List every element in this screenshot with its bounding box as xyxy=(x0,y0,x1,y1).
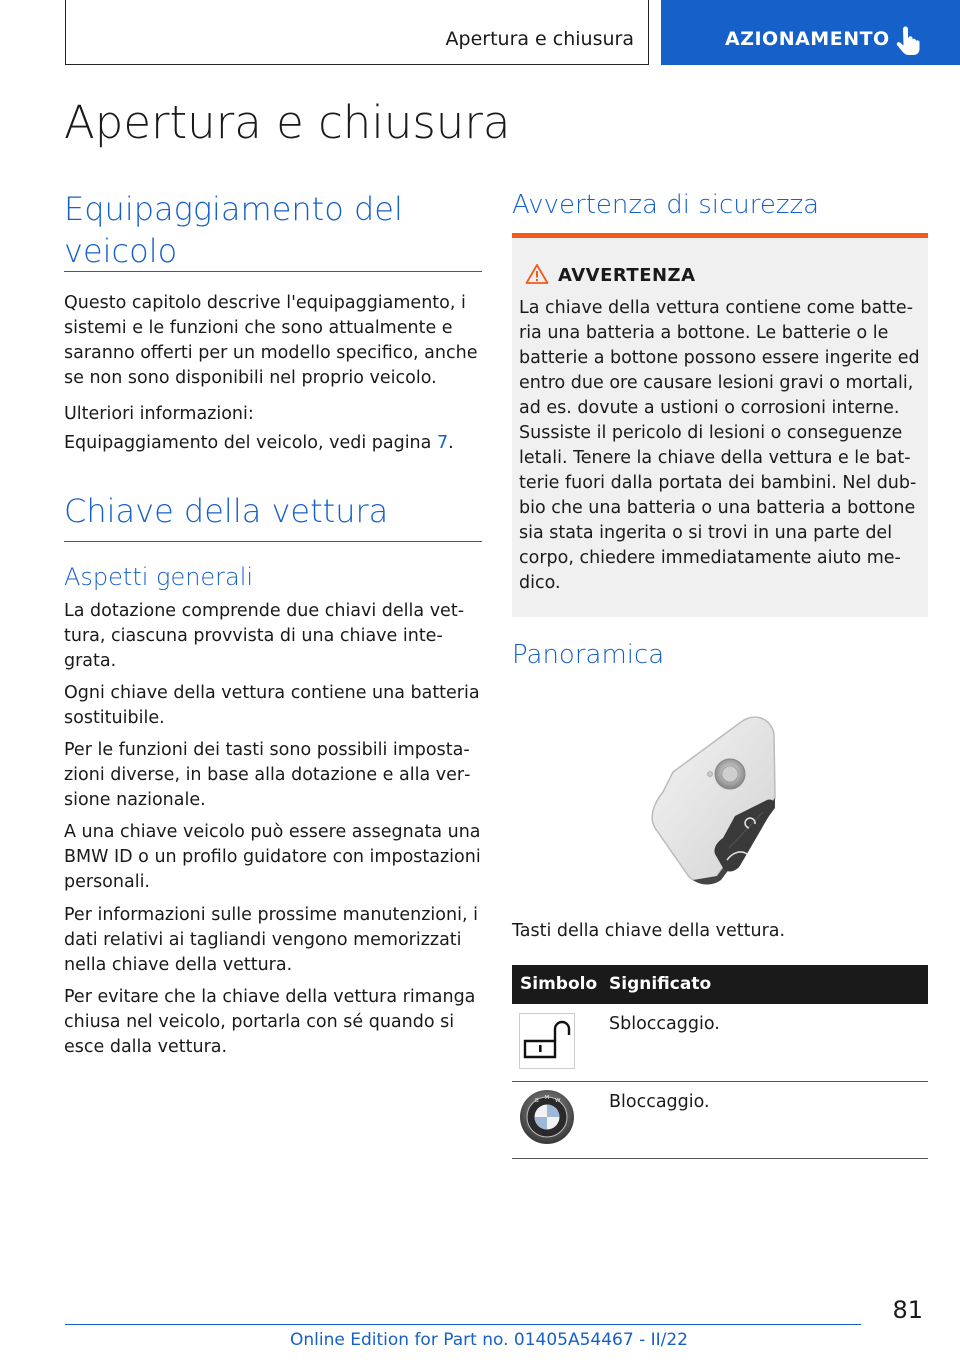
paragraph: A una chiave veicolo può essere assegnata una BMW ID o un profilo guidatore con impostazioni personali. xyxy=(64,822,481,892)
table-row xyxy=(512,1082,928,1159)
svg-text:M: M xyxy=(544,1095,550,1101)
warning-triangle-icon xyxy=(525,263,549,285)
warning-text: La chiave della vettura contiene come batteria una batteria a bottone. Le batterie o le batterie a bottone possono essere ingerite ed entro due ore causare lesioni gravi o mortali, ad es. dovute a ustioni o corrosioni interne. Sussiste il pericolo di lesioni o conseguenze letali. Tenere la chiave della vettura e le batterie fuori dalla portata dei bambini. Nel dubbio che una batteria o una batteria a bottone sia stata ingerita o si trovi in una parte del corpo, chiedere immediatamente aiuto medico. xyxy=(519,298,920,593)
column-header-meaning: Significato xyxy=(609,974,712,994)
bmw-logo-lock-icon xyxy=(519,1089,575,1145)
svg-text:W: W xyxy=(555,1098,561,1104)
paragraph: La dotazione comprende due chiavi della vettura, ciascuna provvista di una chiave integrata. xyxy=(64,601,465,671)
safety-heading: Avvertenza di sicurezza xyxy=(512,190,820,220)
page-number: 81 xyxy=(892,1296,923,1324)
heading-rule xyxy=(64,271,482,272)
page-title: Apertura e chiusura xyxy=(64,96,511,149)
footer-edition: Online Edition for Part no. 01405A54467 - II/22 xyxy=(289,1330,688,1350)
paragraph: Per informazioni sulle prossime manutenzioni, i dati relativi ai tagliandi vengono memorizzati nella chiave della vettura. xyxy=(64,905,478,975)
paragraph: Ogni chiave della vettura contiene una batteria sostituibile. xyxy=(64,683,480,728)
header-section-title: Apertura e chiusura xyxy=(445,28,634,50)
equipment-reference xyxy=(64,431,482,456)
table-header xyxy=(512,965,928,1004)
svg-text:B: B xyxy=(535,1098,539,1104)
header-chapter-title: AZIONAMENTO xyxy=(725,28,890,50)
more-info-label: Ulteriori informazioni: xyxy=(64,404,254,424)
footer-rule xyxy=(65,1324,861,1325)
reference-text: Equipaggiamento del veicolo, vedi pagina xyxy=(64,433,437,453)
heading-rule xyxy=(64,541,482,542)
equipment-paragraph: Questo capitolo descrive l'equipaggiamento, i sistemi e le funzioni che sono attualmente e saranno offerti per un modello specifico, anche se non sono disponibili nel proprio veicolo. xyxy=(64,293,478,388)
unlock-icon xyxy=(519,1013,575,1069)
hand-pointer-icon xyxy=(895,26,923,56)
column-header-symbol: Simbolo xyxy=(520,974,598,994)
paragraph: Per evitare che la chiave della vettura rimanga chiusa nel veicolo, portarla con sé quando si esce dalla vettura. xyxy=(64,987,476,1057)
header-section-tab xyxy=(65,0,649,65)
table-row xyxy=(512,1004,928,1082)
image-caption: Tasti della chiave della vettura. xyxy=(512,921,786,941)
warning-title: AVVERTENZA xyxy=(558,265,696,286)
warning-box xyxy=(512,233,928,617)
car-key-image xyxy=(645,708,805,888)
key-heading: Chiave della vettura xyxy=(64,492,389,530)
meaning-unlock: Sbloccaggio. xyxy=(609,1014,720,1034)
equipment-heading: Equipaggiamento del veicolo xyxy=(64,190,403,270)
header-chapter-tab xyxy=(661,0,960,65)
reference-period: . xyxy=(448,433,454,453)
meaning-lock: Bloccaggio. xyxy=(609,1092,710,1112)
general-heading: Aspetti generali xyxy=(64,563,254,591)
paragraph: Per le funzioni dei tasti sono possibili impostazioni diverse, in base alla dotazione e alla versione nazionale. xyxy=(64,740,471,810)
page-reference-link[interactable]: 7 xyxy=(436,433,449,453)
overview-heading: Panoramica xyxy=(512,640,665,670)
